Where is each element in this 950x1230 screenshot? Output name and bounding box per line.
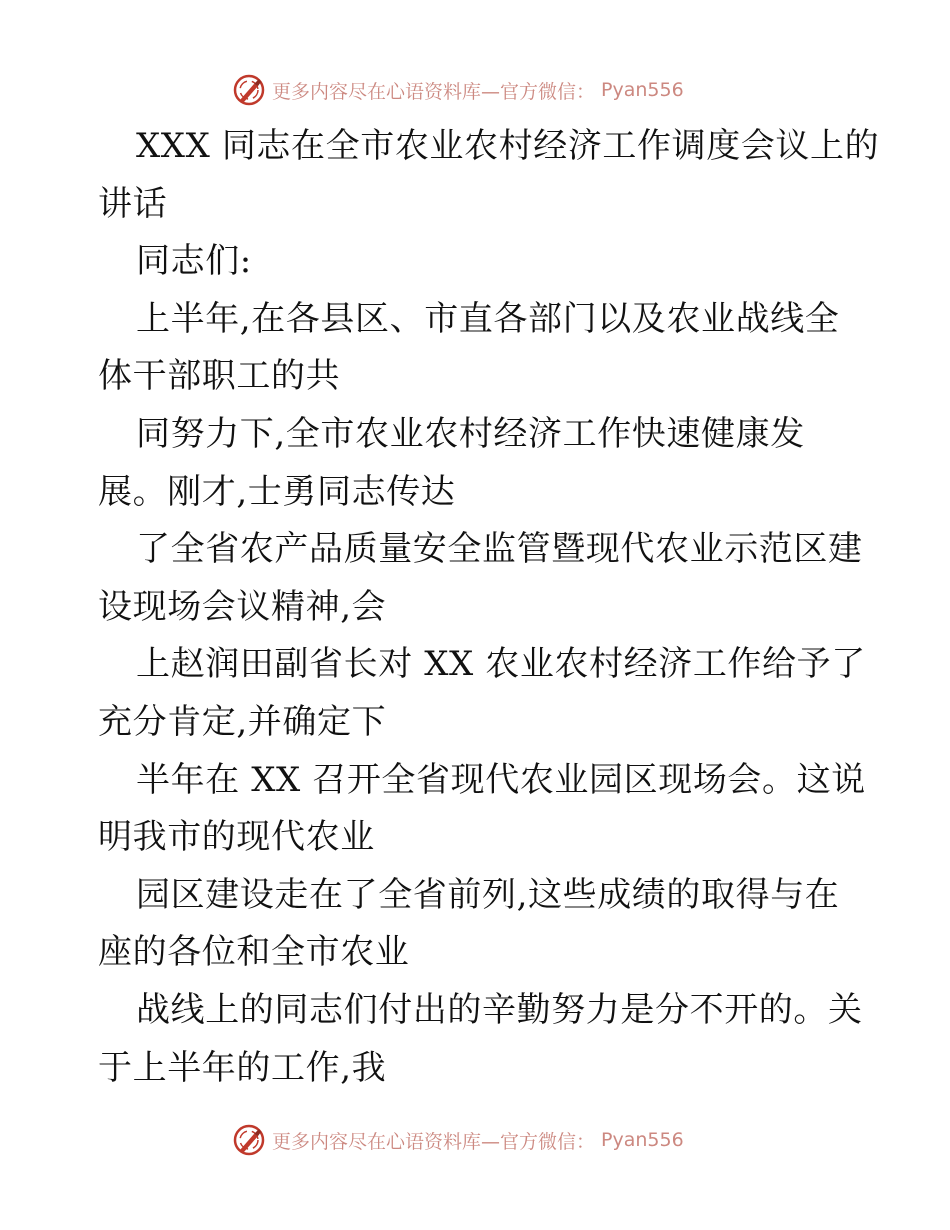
paragraph-line: 上半年,在各县区、市直各部门以及农业战线全 (136, 298, 840, 339)
paragraph-line: 上赵润田副省长对 XX 农业农村经济工作给予了 (136, 644, 866, 685)
watermark-text: 更多内容尽在心语资料库—官方微信： (272, 1130, 596, 1153)
paragraph-line: 设现场会议精神,会 (98, 586, 387, 627)
paragraph-line: 座的各位和全市农业 (98, 932, 410, 973)
paragraph-line: 明我市的现代农业 (98, 817, 375, 858)
paragraph-line: 体干部职工的共 (98, 356, 341, 397)
watermark-text: 更多内容尽在心语资料库—官方微信： (272, 80, 596, 103)
watermark-contact: Pyan556 (601, 79, 684, 101)
paragraph-line: 战线上的同志们付出的辛勤努力是分不开的。关 (136, 989, 863, 1030)
paragraph-line: 同努力下,全市农业农村经济工作快速健康发 (136, 413, 805, 454)
title-line: 讲话 (98, 183, 168, 224)
pen-logo-icon (232, 1123, 266, 1157)
watermark-contact: Pyan556 (601, 1129, 684, 1151)
paragraph-line: 半年在 XX 召开全省现代农业园区现场会。这说 (136, 759, 866, 800)
paragraph-line: 了全省农产品质量安全监管暨现代农业示范区建 (136, 529, 863, 570)
paragraph-line: 园区建设走在了全省前列,这些成绩的取得与在 (136, 874, 840, 915)
watermark-header (232, 72, 752, 108)
paragraph-line: 充分肯定,并确定下 (98, 701, 387, 742)
paragraph-line: 于上半年的工作,我 (98, 1047, 387, 1088)
document-body (98, 118, 880, 1097)
salutation: 同志们: (136, 241, 252, 282)
title-line: XXX 同志在全市农业农村经济工作调度会议上的 (136, 126, 880, 166)
watermark-footer (232, 1122, 752, 1158)
paragraph-line: 展。刚才,士勇同志传达 (98, 471, 456, 512)
pen-logo-icon (232, 73, 266, 107)
